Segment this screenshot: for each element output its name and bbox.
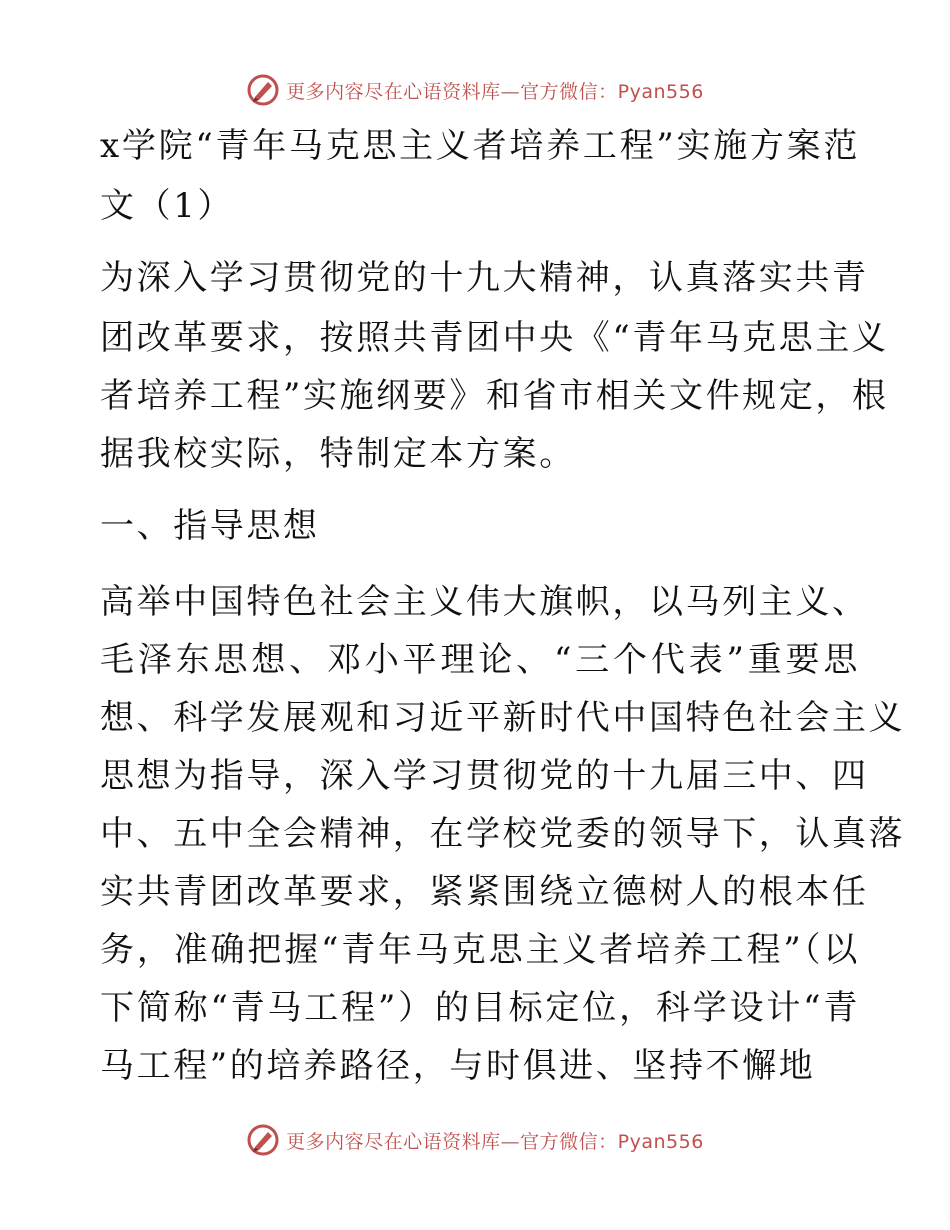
intro-line-4: 据我校实际，特制定本方案。 (100, 434, 576, 474)
section-line-8: 下简称“青马工程”）的目标定位，科学设计“青 (100, 988, 860, 1028)
intro-line-1: 为深入学习贯彻党的十九大精神，认真落实共青 (100, 258, 869, 298)
section-line-4: 思想为指导，深入学习贯彻党的十九届三中、四 (100, 756, 869, 796)
section-heading: 一、指导思想 (100, 506, 320, 546)
pen-logo-icon (246, 73, 280, 107)
header-watermark (0, 70, 950, 110)
section-line-1: 高举中国特色社会主义伟大旗帜，以马列主义、 (100, 582, 869, 622)
section-line-3: 想、科学发展观和习近平新时代中国特色社会主义 (100, 698, 906, 738)
watermark-text: 更多内容尽在心语资料库—官方微信：Pyan556 (286, 1130, 704, 1153)
title-line-2: 文（1） (100, 186, 235, 226)
section-line-5: 中、五中全会精神，在学校党委的领导下，认真落 (100, 814, 906, 854)
section-line-2: 毛泽东思想、邓小平理论、“三个代表”重要思 (100, 640, 860, 680)
watermark-text: 更多内容尽在心语资料库—官方微信：Pyan556 (286, 80, 704, 103)
intro-line-2: 团改革要求，按照共青团中央《“青年马克思主义 (100, 318, 889, 358)
section-line-9: 马工程”的培养路径，与时俱进、坚持不懈地 (100, 1046, 816, 1086)
pen-logo-icon (246, 1123, 280, 1157)
section-line-6: 实共青团改革要求，紧紧围绕立德树人的根本任 (100, 872, 869, 912)
title-line-1: x学院“青年马克思主义者培养工程”实施方案范 (100, 126, 860, 166)
footer-watermark (0, 1120, 950, 1160)
intro-line-3: 者培养工程”实施纲要》和省市相关文件规定，根 (100, 376, 889, 416)
section-line-7: 务，准确把握“青年马克思主义者培养工程”（以 (100, 930, 860, 970)
